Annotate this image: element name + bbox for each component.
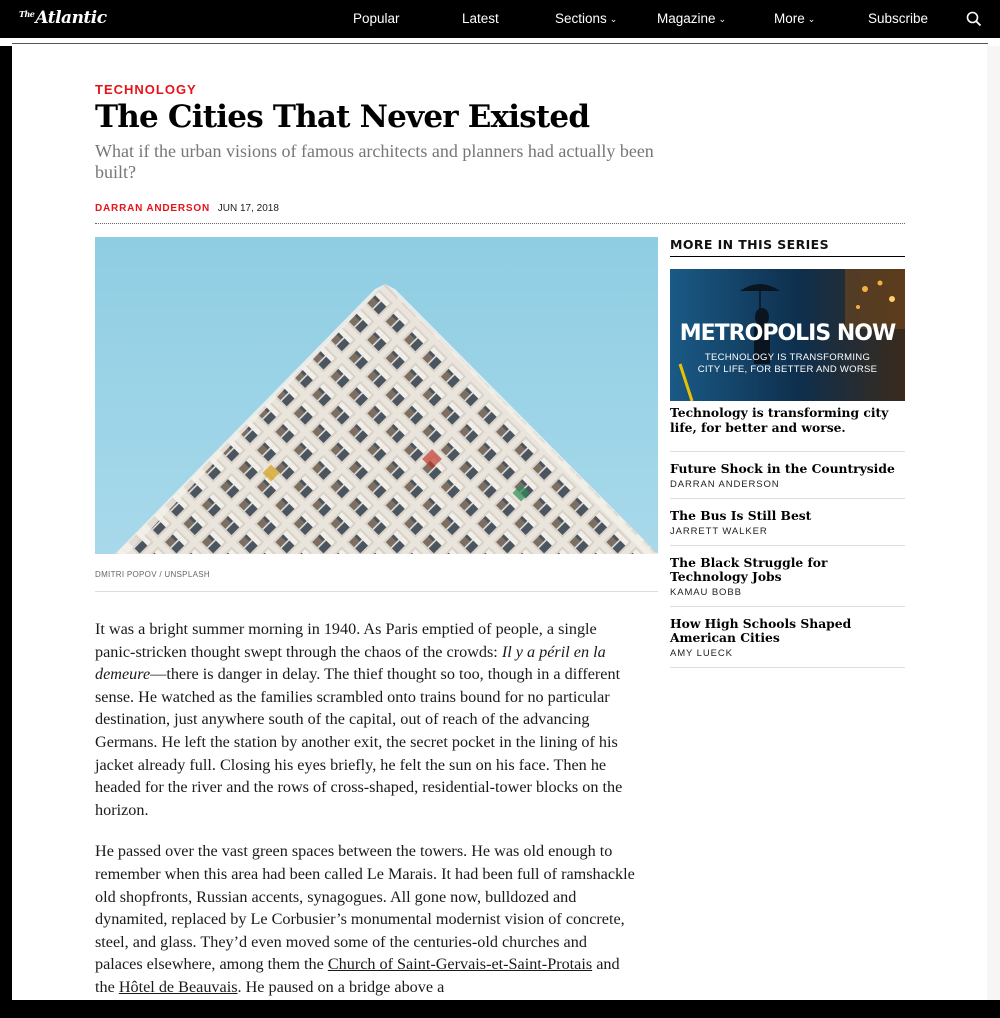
top-nav	[0, 0, 1000, 38]
chevron-down-icon: ⌄	[609, 14, 618, 24]
series-item-author: JARRETT WALKER	[670, 526, 768, 537]
promo-caption[interactable]: Technology is transforming city life, for better and worse.	[670, 406, 905, 452]
series-promo-image[interactable]	[670, 269, 905, 401]
promo-title: METROPOLIS NOW	[679, 321, 896, 346]
link-saint-gervais[interactable]: Church of Saint-Gervais-et-Saint-Protais	[327, 955, 593, 974]
chevron-down-icon: ⌄	[718, 14, 727, 24]
series-item[interactable]	[670, 499, 905, 546]
series-item[interactable]	[670, 546, 905, 607]
nav-magazine[interactable]: Magazine ⌄	[657, 11, 727, 26]
author-link[interactable]: DARRAN ANDERSON	[95, 203, 210, 214]
article-dek: What if the urban visions of famous architects and planners had actually been built?	[95, 141, 654, 182]
series-item[interactable]	[670, 452, 905, 499]
series-item-author: AMY LUECK	[670, 648, 733, 659]
series-sidebar	[670, 237, 905, 668]
article-title: The Cities That Never Existed	[95, 99, 590, 135]
chevron-down-icon: ⌄	[807, 14, 816, 24]
photo-credit: DMITRI POPOV / UNSPLASH	[95, 570, 210, 579]
nav-latest[interactable]: Latest	[462, 11, 499, 26]
site-logo[interactable]: $^{The}$Atlantic	[19, 8, 107, 28]
article-page	[12, 46, 987, 1000]
series-item-title[interactable]: How High Schools Shaped American Cities	[670, 616, 852, 645]
search-icon[interactable]	[966, 11, 982, 27]
nav-subscribe[interactable]: Subscribe	[868, 11, 929, 26]
byline-divider	[95, 223, 905, 224]
scrollbar-gutter[interactable]	[987, 46, 1000, 1000]
byline	[95, 203, 279, 214]
article-body	[95, 618, 635, 1018]
series-item-author: KAMAU BOBB	[670, 587, 742, 598]
publish-date: JUN 17, 2018	[217, 203, 279, 214]
nav-more[interactable]: More ⌄	[774, 11, 816, 26]
credit-divider	[95, 591, 658, 592]
sidebar-heading: MORE IN THIS SERIES	[670, 237, 905, 257]
paragraph: He passed over the vast green spaces between the towers. He was old enough to remember when this area had been called Le Marais. It had been full of ramshackle old shopfronts, Russian accents, synagogues. All gone now, bulldozed and dynamited, replaced by Le Corbusier’s monumental modernist vision of concrete, steel, and glass. They’d even moved some of the centuries-old churches and palaces elsewhere, among them the Church of Saint-Gervais-et-Saint-Protais and the Hôtel de Beauvais. He paused on a bridge above a	[95, 842, 635, 996]
series-item-title[interactable]: Future Shock in the Countryside	[670, 461, 895, 476]
nav-popular[interactable]: Popular	[353, 11, 400, 26]
hero-image	[95, 237, 658, 554]
series-item-title[interactable]: The Bus Is Still Best	[670, 508, 812, 523]
nav-sections[interactable]: Sections ⌄	[555, 11, 618, 26]
series-item-title[interactable]: The Black Struggle for Technology Jobs	[670, 555, 828, 584]
series-item-author: DARRAN ANDERSON	[670, 479, 780, 490]
nav-divider-strip	[0, 38, 1000, 46]
paragraph: It was a bright summer morning in 1940. As Paris emptied of people, a single panic-stricken thought swept through the chaos of the crowds: Il y a péril en la demeure—there is danger in delay. The thief thought so too, though in a different sense. He watched as the families scrambled onto trains bound for no particular destination, just anywhere south of the capital, out of reach of the advancing Germans. He left the station by another exit, the secret pocket in the lining of his jacket already full. Closing his eyes briefly, he felt the sun on his face. Then he headed for the river and the rows of cross-shaped, residential-tower blocks on the horizon.	[95, 620, 623, 819]
promo-subtitle: TECHNOLOGY IS TRANSFORMING CITY LIFE, FOR BETTER AND WORSE	[697, 352, 878, 375]
link-hotel-de-beauvais[interactable]: Hôtel de Beauvais	[118, 977, 238, 996]
section-label[interactable]: TECHNOLOGY	[95, 82, 197, 97]
series-item[interactable]	[670, 607, 905, 668]
